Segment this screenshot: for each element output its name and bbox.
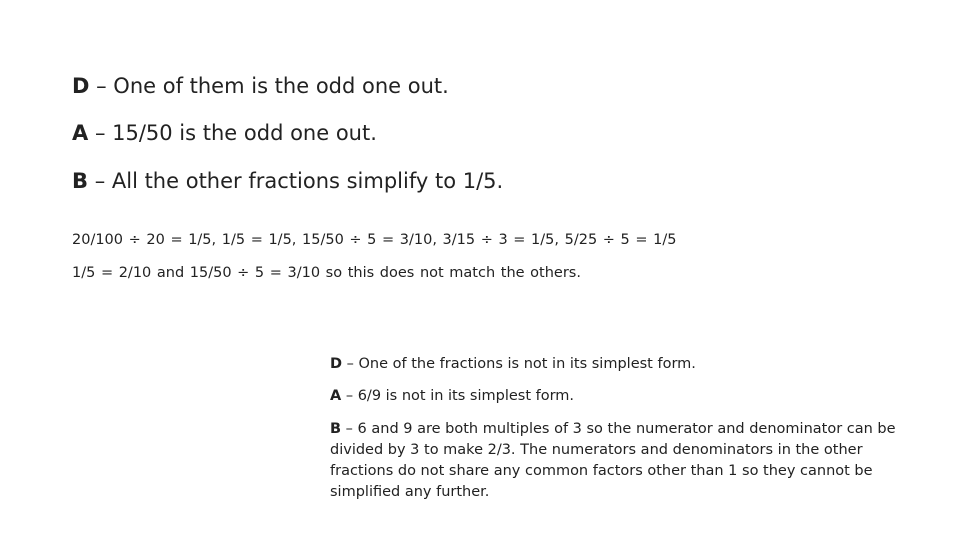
statement-a-text: – 15/50 is the odd one out. [88,121,377,145]
second-statement-d-text: – One of the fractions is not in its simplest form. [342,356,696,372]
second-label-a: A [330,388,342,404]
second-statement-b [330,419,905,503]
statement-b [72,169,503,193]
second-statement-a [330,388,574,404]
statement-b-text: – All the other fractions simplify to 1/5. [88,169,504,193]
second-label-d: D [330,356,343,372]
second-statement-d [330,356,696,372]
statement-d [72,74,449,98]
second-statement-b-text: – 6 and 9 are both multiples of 3 so the numerator and denominator can be divided by 3 to make 2/3. The numerators and denominators in the other fractions do not share any common factors other than 1 so they cannot be simplified any further. [330,421,896,500]
label-b: B [72,169,89,193]
label-d: D [72,74,90,98]
second-label-b: B [330,421,342,437]
label-a: A [72,121,89,145]
second-statement-a-text: – 6/9 is not in its simplest form. [341,388,575,404]
statement-d-text: – One of them is the odd one out. [89,74,449,98]
statement-a [72,121,377,145]
calculation-line-2: 1/5 = 2/10 and 15/50 ÷ 5 = 3/10 so this does not match the others. [72,265,581,281]
calculation-line-1: 20/100 ÷ 20 = 1/5, 1/5 = 1/5, 15/50 ÷ 5 = 3/10, 3/15 ÷ 3 = 1/5, 5/25 ÷ 5 = 1/5 [72,232,677,248]
